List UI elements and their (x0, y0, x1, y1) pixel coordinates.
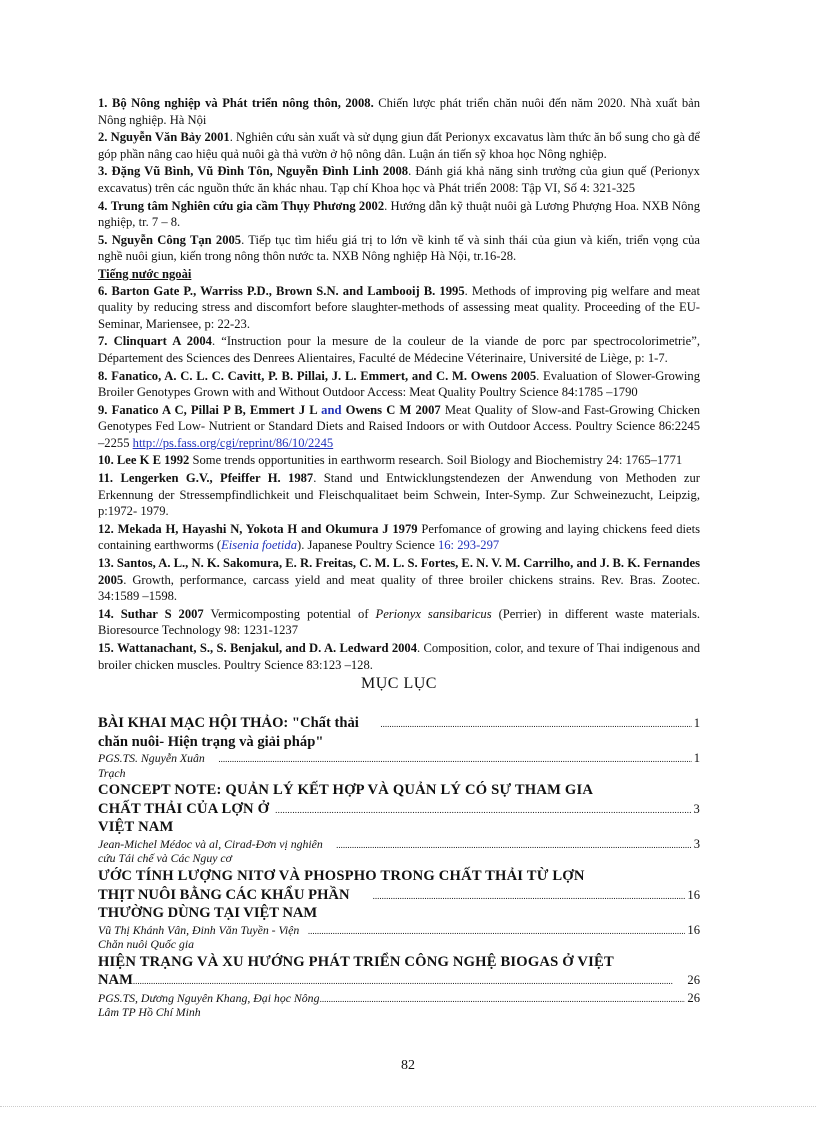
toc-entry-author: PGS.TS, Dương Nguyên Khang, Đại học Nông Lâm TP Hồ Chí Minh (98, 990, 320, 1020)
toc-entry-page: 3 (693, 801, 700, 816)
reference-9: 9. Fanatico A C, Pillai P B, Emmert J L and Owens C M 2007 Meat Quality of Slow-and Fast-Growing Chicken Genotypes Fed Low- Nutrient or Standard Diets and Raised Indoors or with Outdoor Access. Poultry Science 86:2245 –2255 http://ps.fass.org/cgi/reprint/86/10/2245 (98, 402, 700, 450)
toc-title: MỤC LỤC (361, 675, 437, 693)
toc-entry-page: 1 (693, 716, 700, 731)
toc-entry-title-cont[interactable]: NAM (98, 972, 133, 989)
reference-12: 12. Mekada H, Hayashi N, Yokota H and Okumura J 1979 Perfomance of growing and laying chickens feed diets containing earthworms (Eisenia foetida). Japanese Poultry Science 16: 293-297 (98, 521, 700, 553)
reference-14: 14. Suthar S 2007 Vermicomposting potential of Perionyx sansibaricus (Perrier) in different waste materials. Bioresource Technology 98: 1231-1237 (98, 606, 701, 638)
reference-2: 2. Nguyễn Văn Bảy 2001. Nghiên cứu sản xuất và sử dụng giun đất Perionyx excavatus làm thức ăn bổ sung cho gà để góp phần nâng cao hiệu quả nuôi gà thả vườn ở hộ nông dân. Luận án tiến sỹ khoa học Nông nghiệp. (98, 130, 700, 161)
toc-entry-title[interactable]: CONCEPT NOTE: QUẢN LÝ KẾT HỢP VÀ QUẢN LÝ CÓ SỰ THAM GIA (98, 782, 594, 799)
toc-entry-title-cont[interactable]: THỊT NUÔI BẰNG CÁC KHẨU PHẦN THƯỜNG DÙNG TẠI VIỆT NAM (98, 886, 350, 922)
reference-1: 1. Bộ Nông nghiệp và Phát triển nông thôn, 2008. Chiến lược phát triển chăn nuôi đến năm 2020. Nhà xuất bản Nông nghiệp. Hà Nội (98, 96, 701, 127)
reference-4: 4. Trung tâm Nghiên cứu gia cầm Thụy Phương 2002. Hướng dẫn kỹ thuật nuôi gà Lương Phượng Hoa. NXB Nông nghiệp, tr. 7 – 8. (98, 198, 700, 230)
reprint-link[interactable]: http://ps.fass.org/cgi/reprint/86/10/2245 (132, 435, 334, 450)
toc-entry (98, 714, 700, 780)
page-number: 82 (401, 1058, 415, 1073)
reference-15: 15. Wattanachant, S., S. Benjakul, and D. A. Ledward 2004. Composition, color, and texure of Thai indigenous and broiler chicken muscles. Poultry Science 83:123 –128. (98, 641, 700, 672)
foreign-references-heading: Tiếng nước ngoài (98, 266, 192, 281)
reference-6: 6. Barton Gate P., Warriss P.D., Brown S.N. and Lambooij B. 1995. Methods of improving pig welfare and meat quality by reducing stress and discomfort before slaughter-methods of assessing meat quality. Proceeding of the EU-Seminar, Mariensee, p: 22-23. (98, 283, 701, 331)
reference-5: 5. Nguyễn Công Tạn 2005. Tiếp tục tìm hiểu giá trị to lớn về kinh tế và sinh thái của giun và kiến, triển vọng của nghề nuôi giun, kiến trong nông thôn nước ta. NXB Nông nghiệp Hà Nội, tr.16-28. (98, 232, 700, 264)
reference-11: 11. Lengerken G.V., Pfeiffer H. 1987. Stand und Entwicklungstendezen der Anwendung von Methoden zur Erkennung der Stressempfindlichkeit und Fleischqualitaet beim Schwein, Inter-Symp. Zur Schweinezucht, Leipzig, p:1972- 1979. (98, 471, 700, 519)
toc-entry (98, 953, 700, 1020)
toc-entry-title[interactable]: BÀI KHAI MẠC HỘI THẢO: "Chất thải chăn nuôi- Hiện trạng và giải pháp" (98, 715, 359, 750)
reference-7: 7. Clinquart A 2004. “Instruction pour la mesure de la couleur de la viande de porc par spectrocolorimetrie”, Département des Sciences des Denrees Alientaires, Faculté de Médecine Véterinaire, Université de Liège, p: 1-7. (98, 334, 700, 365)
reference-10: 10. Lee K E 1992 Some trends opportunities in earthworm research. Soil Biology and Biochemistry 24: 1765–1771 (98, 453, 683, 468)
page-bottom-divider (0, 1106, 816, 1107)
toc-entry-author: Jean-Michel Médoc và al, Cirad-Đơn vị nghiên cứu Tái chế và Các Nguy cơ (98, 836, 323, 866)
reference-8: 8. Fanatico, A. C. L. C. Cavitt, P. B. Pillai, J. L. Emmert, and C. M. Owens 2005. Evaluation of Slower-Growing Broiler Genotypes Grown with and Without Outdoor Access: Meat Quality Poultry Science 84:1785 –1790 (98, 368, 700, 400)
reference-13: 13. Santos, A. L., N. K. Sakomura, E. R. Freitas, C. M. L. S. Fortes, E. N. V. M. Carrilho, and J. B. K. Fernandes 2005. Growth, performance, carcass yield and meat quality of three broiler chickens strains. Rev. Bras. Zootec. 34:1589 –1598. (98, 556, 701, 604)
toc-entry-title[interactable]: ƯỚC TÍNH LƯỢNG NITƠ VÀ PHOSPHO TRONG CHẤT THẢI TỪ LỢN (98, 868, 585, 885)
toc-entry-page: 16 (687, 887, 700, 902)
document-page (98, 95, 700, 1021)
toc-entry (98, 867, 700, 952)
toc-entry-title[interactable]: HIỆN TRẠNG VÀ XU HƯỚNG PHÁT TRIỂN CÔNG NGHỆ BIOGAS Ở VIỆT (98, 953, 614, 970)
toc-author-page: 16 (687, 922, 700, 937)
toc-author-page: 3 (693, 836, 700, 851)
toc-entry-author: Vũ Thị Khánh Vân, Đinh Văn Tuyền - Viện Chăn nuôi Quốc gia (98, 922, 300, 952)
toc-author-page: 26 (687, 990, 700, 1005)
reference-3: 3. Đặng Vũ Bình, Vũ Đình Tôn, Nguyễn Đình Linh 2008. Đánh giá khả năng sinh trưởng của giun quế (Perionyx excavatus) trên các nguồn thức ăn khác nhau. Tạp chí Khoa học và Phát triển 2008: Tập VI, Số 4: 321-325 (98, 164, 700, 195)
toc-entry-page: 26 (687, 973, 700, 988)
toc-entry-author: PGS.TS. Nguyễn Xuân Trạch (98, 751, 205, 780)
toc-entry-title-cont[interactable]: CHẤT THẢI CỦA LỢN Ở VIỆT NAM (98, 800, 270, 836)
toc-entry (98, 781, 700, 866)
toc-author-page: 1 (693, 751, 700, 766)
